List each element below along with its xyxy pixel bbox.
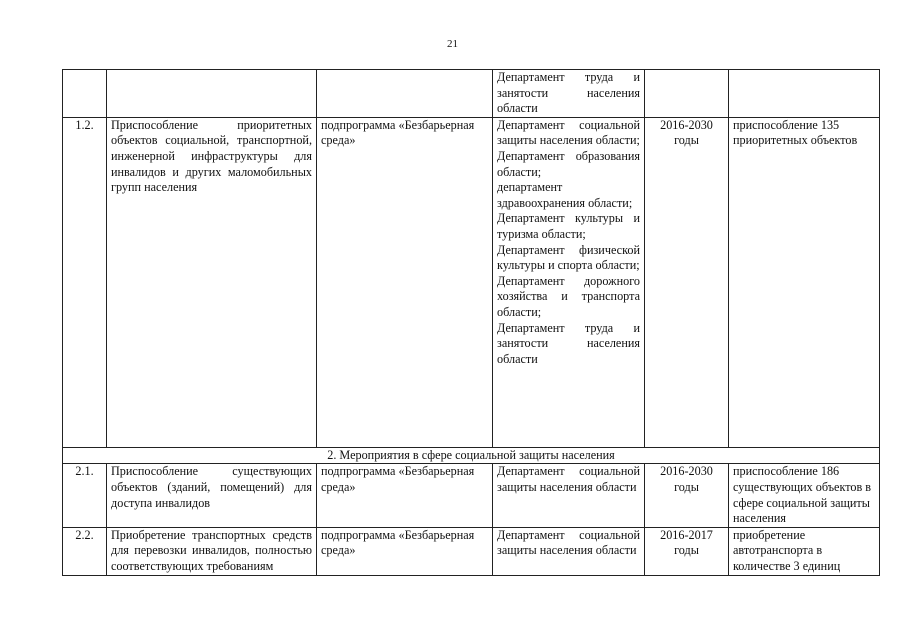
responsible-entry: Департамент образования области; xyxy=(497,148,640,179)
responsible-entry: Департамент социальной защиты населения области; xyxy=(497,117,640,148)
measures-table xyxy=(62,69,880,576)
result-cell: приспособление 135 приоритетных объектов xyxy=(729,117,880,447)
section-row xyxy=(63,447,880,464)
responsible-cell: Департамент социальной защиты населения области xyxy=(493,464,645,527)
program-cell: подпрограмма «Безбарьерная среда» xyxy=(317,527,493,575)
program-cell xyxy=(317,70,493,118)
period-cell: 2016-2017 годы xyxy=(645,527,729,575)
period-cell: 2016-2030 годы xyxy=(645,117,729,447)
period-cell: 2016-2030 годы xyxy=(645,464,729,527)
row-number: 1.2. xyxy=(63,117,107,447)
measure-name xyxy=(107,70,317,118)
responsible-entry: Департамент дорожного хозяйства и транспорта области; xyxy=(497,273,640,319)
result-cell: приобретение автотранспорта в количестве 3 единиц xyxy=(729,527,880,575)
table-row xyxy=(63,70,880,118)
responsible-entry: Департамент физической культуры и спорта области; xyxy=(497,242,640,273)
table-row xyxy=(63,464,880,527)
responsible-entry: Департамент труда и занятости населения области xyxy=(497,70,640,116)
responsible-cell: Департамент социальной защиты населения области xyxy=(493,527,645,575)
responsible-cell xyxy=(493,70,645,118)
program-cell: подпрограмма «Безбарьерная среда» xyxy=(317,117,493,447)
page-number: 21 xyxy=(447,38,458,50)
table-row xyxy=(63,527,880,575)
measure-name: Приспособление существующих объектов (зданий, помещений) для доступа инвалидов xyxy=(107,464,317,527)
table-row xyxy=(63,117,880,447)
measure-name: Приспособление приоритетных объектов социальной, транспортной, инженерной инфраструктуры для инвалидов и других маломобильных групп населения xyxy=(107,117,317,447)
responsible-entry: Департамент культуры и туризма области; xyxy=(497,211,640,241)
period-cell xyxy=(645,70,729,118)
responsible-entry: Департамент труда и занятости населения области xyxy=(497,320,640,366)
responsible-entry: департамент здравоохранения области; xyxy=(497,180,633,210)
section-title: 2. Мероприятия в сфере социальной защиты населения xyxy=(63,447,880,464)
row-number: 2.1. xyxy=(63,464,107,527)
row-number xyxy=(63,70,107,118)
result-cell: приспособление 186 существующих объектов в сфере социальной защиты населения xyxy=(729,464,880,527)
program-cell: подпрограмма «Безбарьерная среда» xyxy=(317,464,493,527)
row-number: 2.2. xyxy=(63,527,107,575)
responsible-cell xyxy=(493,117,645,447)
result-cell xyxy=(729,70,880,118)
measure-name: Приобретение транспортных средств для перевозки инвалидов, полностью соответствующих требованиям xyxy=(107,527,317,575)
